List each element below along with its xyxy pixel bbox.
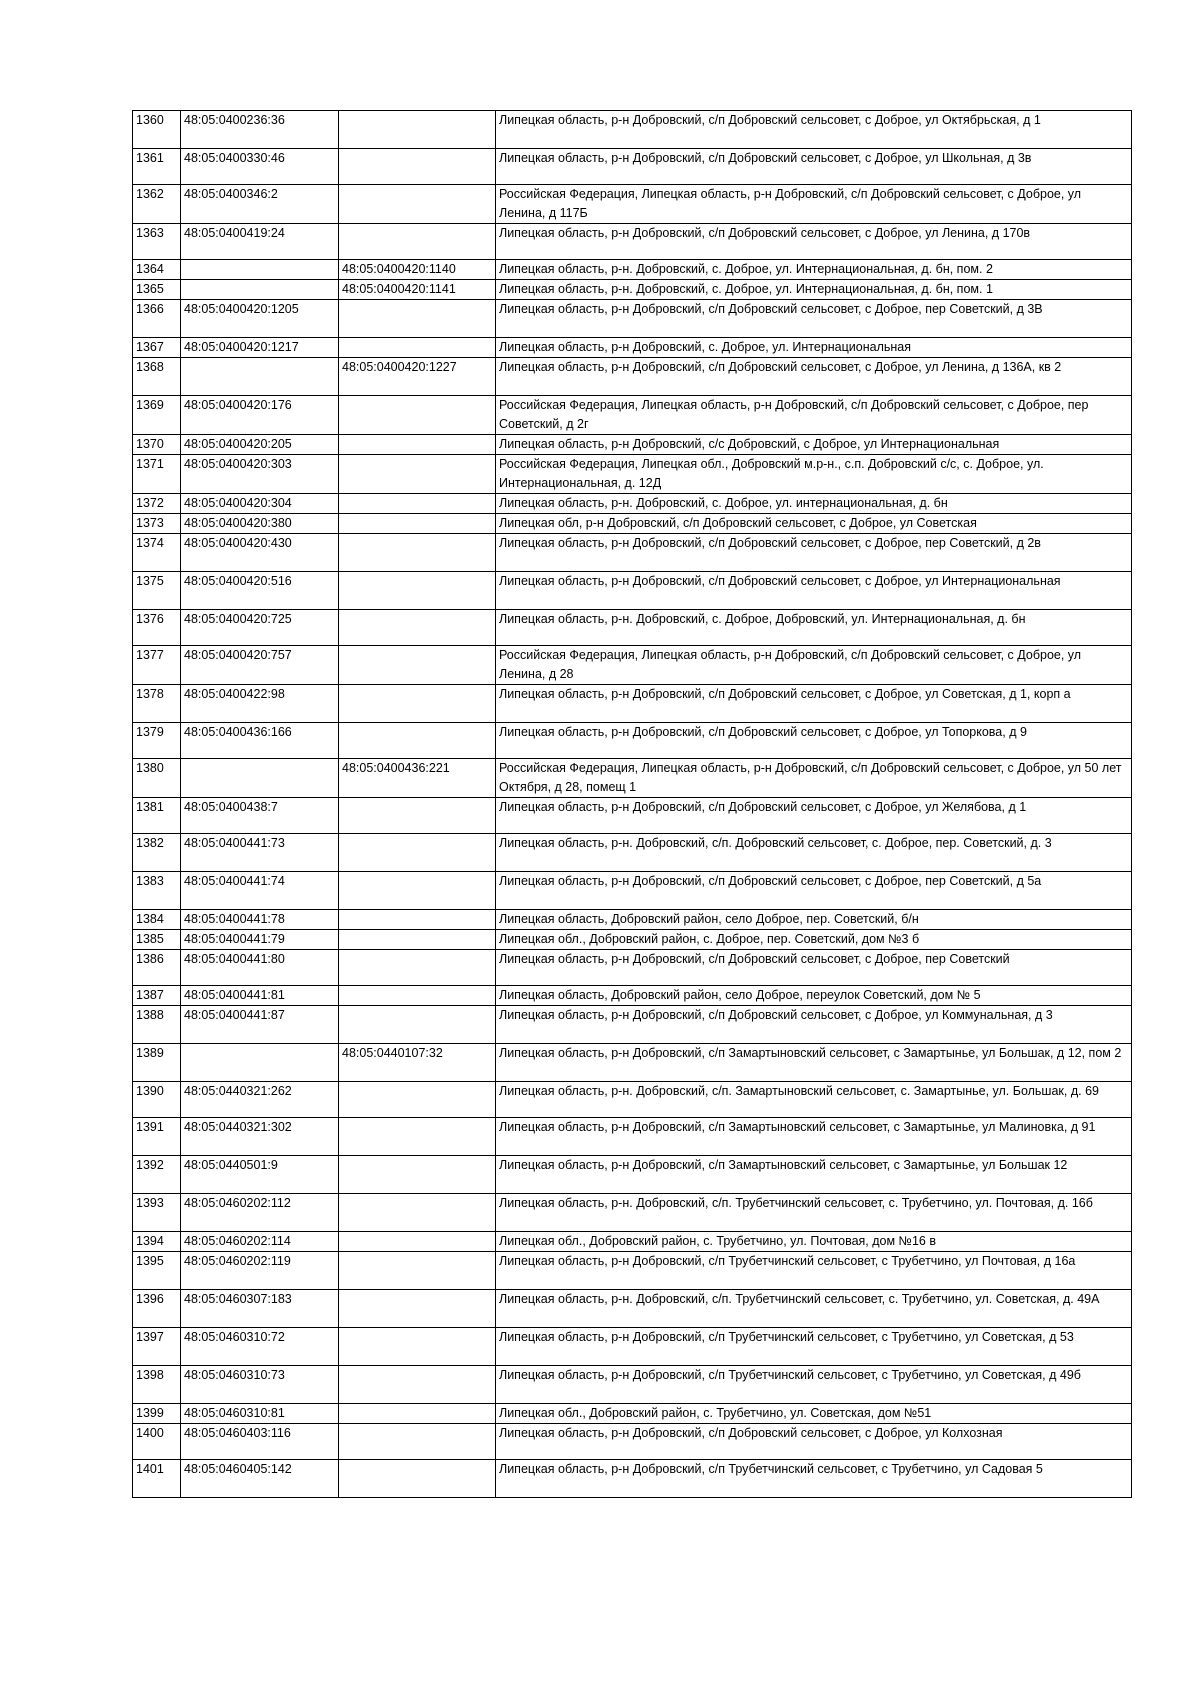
room-cadastral-number-cell: 48:05:0400420:1227 — [339, 358, 496, 396]
address-cell: Российская Федерация, Липецкая область, р-н Добровский, с/п Добровский сельсовет, с Доброе, ул Ленина, д 28 — [496, 646, 1132, 685]
table-row — [133, 1290, 1132, 1328]
room-cadastral-number-cell — [339, 455, 496, 494]
room-cadastral-number-cell — [339, 1404, 496, 1424]
room-cadastral-number-cell — [339, 950, 496, 986]
row-number-cell: 1378 — [133, 685, 181, 723]
room-cadastral-number-cell — [339, 1082, 496, 1118]
address-cell: Липецкая область, р-н Добровский, с/п Добровский сельсовет, с Доброе, ул Школьная, д 3в — [496, 149, 1132, 185]
address-cell: Липецкая область, р-н Добровский, с/п Добровский сельсовет, с Доброе, ул Октябрьская, д 1 — [496, 111, 1132, 149]
cadastral-number-cell: 48:05:0400420:1205 — [181, 300, 339, 338]
table-row — [133, 260, 1132, 280]
address-cell: Российская Федерация, Липецкая область, р-н Добровский, с/п Добровский сельсовет, с Доброе, ул Ленина, д 117Б — [496, 185, 1132, 224]
table-row — [133, 1156, 1132, 1194]
table-row — [133, 1424, 1132, 1460]
cadastral-number-cell: 48:05:0400420:176 — [181, 396, 339, 435]
table-row — [133, 950, 1132, 986]
cadastral-number-cell — [181, 1044, 339, 1082]
table-body — [133, 111, 1132, 1498]
room-cadastral-number-cell — [339, 111, 496, 149]
table-row — [133, 300, 1132, 338]
row-number-cell: 1360 — [133, 111, 181, 149]
address-cell: Липецкая область, Добровский район, село Доброе, переулок Советский, дом № 5 — [496, 986, 1132, 1006]
room-cadastral-number-cell: 48:05:0400420:1141 — [339, 280, 496, 300]
room-cadastral-number-cell — [339, 610, 496, 646]
address-cell: Липецкая область, р-н Добровский, с/п Добровский сельсовет, с Доброе, ул Коммунальная, д 3 — [496, 1006, 1132, 1044]
cadastral-number-cell — [181, 358, 339, 396]
row-number-cell: 1380 — [133, 759, 181, 798]
table-row — [133, 1194, 1132, 1232]
row-number-cell: 1399 — [133, 1404, 181, 1424]
address-cell: Липецкая область, р-н Добровский, с/п Трубетчинский сельсовет, с Трубетчино, ул Советская, д 53 — [496, 1328, 1132, 1366]
cadastral-number-cell: 48:05:0400420:430 — [181, 534, 339, 572]
table-row — [133, 435, 1132, 455]
row-number-cell: 1362 — [133, 185, 181, 224]
room-cadastral-number-cell: 48:05:0400420:1140 — [339, 260, 496, 280]
row-number-cell: 1365 — [133, 280, 181, 300]
table-row — [133, 149, 1132, 185]
room-cadastral-number-cell — [339, 1252, 496, 1290]
table-row — [133, 872, 1132, 910]
room-cadastral-number-cell: 48:05:0400436:221 — [339, 759, 496, 798]
cadastral-number-cell — [181, 280, 339, 300]
room-cadastral-number-cell — [339, 685, 496, 723]
address-cell: Липецкая область, Добровский район, село Доброе, пер. Советский, б/н — [496, 910, 1132, 930]
room-cadastral-number-cell: 48:05:0440107:32 — [339, 1044, 496, 1082]
cadastral-number-cell: 48:05:0400419:24 — [181, 224, 339, 260]
room-cadastral-number-cell — [339, 494, 496, 514]
address-cell: Липецкая область, р-н Добровский, с/п Добровский сельсовет, с Доброе, ул Ленина, д 136А, кв 2 — [496, 358, 1132, 396]
row-number-cell: 1400 — [133, 1424, 181, 1460]
address-cell: Липецкая область, р-н. Добровский, с. Доброе, Добровский, ул. Интернациональная, д. бн — [496, 610, 1132, 646]
row-number-cell: 1384 — [133, 910, 181, 930]
cadastral-number-cell: 48:05:0400441:79 — [181, 930, 339, 950]
room-cadastral-number-cell — [339, 1328, 496, 1366]
address-cell: Липецкая область, р-н. Добровский, с. Доброе, ул. Интернациональная, д. бн, пом. 2 — [496, 260, 1132, 280]
address-cell: Российская Федерация, Липецкая область, р-н Добровский, с/п Добровский сельсовет, с Доброе, пер Советский, д 2г — [496, 396, 1132, 435]
row-number-cell: 1396 — [133, 1290, 181, 1328]
row-number-cell: 1393 — [133, 1194, 181, 1232]
row-number-cell: 1381 — [133, 798, 181, 834]
row-number-cell: 1394 — [133, 1232, 181, 1252]
address-cell: Липецкая область, р-н. Добровский, с/п. Добровский сельсовет, с. Доброе, пер. Советский, д. 3 — [496, 834, 1132, 872]
cadastral-number-cell: 48:05:0400346:2 — [181, 185, 339, 224]
row-number-cell: 1395 — [133, 1252, 181, 1290]
cadastral-number-cell: 48:05:0460310:73 — [181, 1366, 339, 1404]
address-cell: Липецкая область, р-н Добровский, с/п Добровский сельсовет, с Доброе, пер Советский, д 5а — [496, 872, 1132, 910]
row-number-cell: 1398 — [133, 1366, 181, 1404]
cadastral-number-cell: 48:05:0460202:119 — [181, 1252, 339, 1290]
cadastral-number-cell: 48:05:0400420:1217 — [181, 338, 339, 358]
address-cell: Липецкая область, р-н Добровский, с/п Трубетчинский сельсовет, с Трубетчино, ул Садовая 5 — [496, 1460, 1132, 1498]
table-row — [133, 1404, 1132, 1424]
document-page — [132, 110, 1131, 1498]
row-number-cell: 1367 — [133, 338, 181, 358]
table-row — [133, 224, 1132, 260]
table-row — [133, 798, 1132, 834]
cadastral-number-cell: 48:05:0400436:166 — [181, 723, 339, 759]
cadastral-number-cell: 48:05:0400420:516 — [181, 572, 339, 610]
address-cell: Липецкая область, р-н Добровский, с/с Добровский, с Доброе, ул Интернациональная — [496, 435, 1132, 455]
cadastral-number-cell: 48:05:0400420:304 — [181, 494, 339, 514]
address-cell: Липецкая область, р-н Добровский, с/п Замартыновский сельсовет, с Замартынье, ул Большак, д 12, пом 2 — [496, 1044, 1132, 1082]
cadastral-number-cell: 48:05:0400420:205 — [181, 435, 339, 455]
row-number-cell: 1376 — [133, 610, 181, 646]
row-number-cell: 1382 — [133, 834, 181, 872]
table-row — [133, 455, 1132, 494]
table-row — [133, 723, 1132, 759]
table-row — [133, 930, 1132, 950]
room-cadastral-number-cell — [339, 1290, 496, 1328]
room-cadastral-number-cell — [339, 185, 496, 224]
room-cadastral-number-cell — [339, 1424, 496, 1460]
address-cell: Липецкая область, р-н Добровский, с/п Добровский сельсовет, с Доброе, ул Ленина, д 170в — [496, 224, 1132, 260]
row-number-cell: 1366 — [133, 300, 181, 338]
row-number-cell: 1397 — [133, 1328, 181, 1366]
table-row — [133, 834, 1132, 872]
address-cell: Липецкая область, р-н Добровский, с/п Замартыновский сельсовет, с Замартынье, ул Малиновка, д 91 — [496, 1118, 1132, 1156]
room-cadastral-number-cell — [339, 300, 496, 338]
room-cadastral-number-cell — [339, 1232, 496, 1252]
address-cell: Российская Федерация, Липецкая область, р-н Добровский, с/п Добровский сельсовет, с Доброе, ул 50 лет Октября, д 28, помещ 1 — [496, 759, 1132, 798]
cadastral-number-cell: 48:05:0400441:80 — [181, 950, 339, 986]
table-row — [133, 685, 1132, 723]
cadastral-number-cell: 48:05:0460202:112 — [181, 1194, 339, 1232]
room-cadastral-number-cell — [339, 149, 496, 185]
table-row — [133, 1366, 1132, 1404]
table-row — [133, 759, 1132, 798]
cadastral-number-cell: 48:05:0400420:303 — [181, 455, 339, 494]
row-number-cell: 1383 — [133, 872, 181, 910]
row-number-cell: 1371 — [133, 455, 181, 494]
cadastral-number-cell: 48:05:0400420:757 — [181, 646, 339, 685]
row-number-cell: 1387 — [133, 986, 181, 1006]
cadastral-number-cell: 48:05:0400420:380 — [181, 514, 339, 534]
room-cadastral-number-cell — [339, 646, 496, 685]
row-number-cell: 1369 — [133, 396, 181, 435]
table-row — [133, 534, 1132, 572]
row-number-cell: 1361 — [133, 149, 181, 185]
cadastral-number-cell: 48:05:0440501:9 — [181, 1156, 339, 1194]
table-row — [133, 185, 1132, 224]
table-row — [133, 280, 1132, 300]
table-row — [133, 1232, 1132, 1252]
row-number-cell: 1386 — [133, 950, 181, 986]
table-row — [133, 514, 1132, 534]
table-row — [133, 1328, 1132, 1366]
cadastral-number-cell: 48:05:0400441:87 — [181, 1006, 339, 1044]
room-cadastral-number-cell — [339, 834, 496, 872]
address-cell: Липецкая область, р-н. Добровский, с/п. Замартыновский сельсовет, с. Замартынье, ул. Большак, д. 69 — [496, 1082, 1132, 1118]
property-table — [132, 110, 1132, 1498]
cadastral-number-cell: 48:05:0400441:78 — [181, 910, 339, 930]
cadastral-number-cell: 48:05:0400330:46 — [181, 149, 339, 185]
address-cell: Липецкая область, р-н. Добровский, с. Доброе, ул. интернациональная, д. бн — [496, 494, 1132, 514]
cadastral-number-cell: 48:05:0400236:36 — [181, 111, 339, 149]
cadastral-number-cell: 48:05:0440321:302 — [181, 1118, 339, 1156]
table-row — [133, 1460, 1132, 1498]
cadastral-number-cell: 48:05:0400438:7 — [181, 798, 339, 834]
room-cadastral-number-cell — [339, 514, 496, 534]
address-cell: Липецкая область, р-н. Добровский, с/п. Трубетчинский сельсовет, с. Трубетчино, ул. Почтовая, д. 16б — [496, 1194, 1132, 1232]
address-cell: Липецкая область, р-н. Добровский, с/п. Трубетчинский сельсовет, с. Трубетчино, ул. Советская, д. 49А — [496, 1290, 1132, 1328]
address-cell: Липецкая область, р-н Добровский, с/п Добровский сельсовет, с Доброе, пер Советский, д 2в — [496, 534, 1132, 572]
row-number-cell: 1392 — [133, 1156, 181, 1194]
address-cell: Липецкая область, р-н Добровский, с/п Трубетчинский сельсовет, с Трубетчино, ул Советская, д 49б — [496, 1366, 1132, 1404]
row-number-cell: 1372 — [133, 494, 181, 514]
address-cell: Липецкая область, р-н. Добровский, с. Доброе, ул. Интернациональная, д. бн, пом. 1 — [496, 280, 1132, 300]
cadastral-number-cell: 48:05:0400441:73 — [181, 834, 339, 872]
table-row — [133, 1044, 1132, 1082]
row-number-cell: 1389 — [133, 1044, 181, 1082]
cadastral-number-cell: 48:05:0400441:81 — [181, 986, 339, 1006]
cadastral-number-cell: 48:05:0460405:142 — [181, 1460, 339, 1498]
room-cadastral-number-cell — [339, 910, 496, 930]
row-number-cell: 1363 — [133, 224, 181, 260]
table-row — [133, 646, 1132, 685]
row-number-cell: 1385 — [133, 930, 181, 950]
table-row — [133, 986, 1132, 1006]
address-cell: Липецкая область, р-н Добровский, с/п Добровский сельсовет, с Доброе, ул Колхозная — [496, 1424, 1132, 1460]
table-row — [133, 111, 1132, 149]
cadastral-number-cell: 48:05:0400420:725 — [181, 610, 339, 646]
cadastral-number-cell: 48:05:0460310:72 — [181, 1328, 339, 1366]
address-cell: Липецкая область, р-н Добровский, с. Доброе, ул. Интернациональная — [496, 338, 1132, 358]
address-cell: Липецкая обл., Добровский район, с. Трубетчино, ул. Почтовая, дом №16 в — [496, 1232, 1132, 1252]
address-cell: Липецкая область, р-н Добровский, с/п Добровский сельсовет, с Доброе, пер Советский, д 3В — [496, 300, 1132, 338]
room-cadastral-number-cell — [339, 930, 496, 950]
address-cell: Липецкая обл., Добровский район, с. Доброе, пер. Советский, дом №3 б — [496, 930, 1132, 950]
address-cell: Липецкая область, р-н Добровский, с/п Замартыновский сельсовет, с Замартынье, ул Большак 12 — [496, 1156, 1132, 1194]
room-cadastral-number-cell — [339, 572, 496, 610]
row-number-cell: 1370 — [133, 435, 181, 455]
room-cadastral-number-cell — [339, 534, 496, 572]
address-cell: Липецкая обл., Добровский район, с. Трубетчино, ул. Советская, дом №51 — [496, 1404, 1132, 1424]
cadastral-number-cell: 48:05:0460202:114 — [181, 1232, 339, 1252]
address-cell: Липецкая область, р-н Добровский, с/п Добровский сельсовет, с Доброе, ул Желябова, д 1 — [496, 798, 1132, 834]
room-cadastral-number-cell — [339, 338, 496, 358]
address-cell: Липецкая область, р-н Добровский, с/п Трубетчинский сельсовет, с Трубетчино, ул Почтовая, д 16а — [496, 1252, 1132, 1290]
table-row — [133, 358, 1132, 396]
row-number-cell: 1377 — [133, 646, 181, 685]
address-cell: Липецкая область, р-н Добровский, с/п Добровский сельсовет, с Доброе, ул Советская, д 1, корп а — [496, 685, 1132, 723]
address-cell: Липецкая область, р-н Добровский, с/п Добровский сельсовет, с Доброе, пер Советский — [496, 950, 1132, 986]
row-number-cell: 1373 — [133, 514, 181, 534]
row-number-cell: 1401 — [133, 1460, 181, 1498]
room-cadastral-number-cell — [339, 798, 496, 834]
room-cadastral-number-cell — [339, 986, 496, 1006]
address-cell: Липецкая область, р-н Добровский, с/п Добровский сельсовет, с Доброе, ул Интернациональная — [496, 572, 1132, 610]
room-cadastral-number-cell — [339, 435, 496, 455]
cadastral-number-cell: 48:05:0460403:116 — [181, 1424, 339, 1460]
room-cadastral-number-cell — [339, 1156, 496, 1194]
room-cadastral-number-cell — [339, 1118, 496, 1156]
table-row — [133, 338, 1132, 358]
table-row — [133, 610, 1132, 646]
row-number-cell: 1375 — [133, 572, 181, 610]
room-cadastral-number-cell — [339, 1460, 496, 1498]
room-cadastral-number-cell — [339, 1366, 496, 1404]
cadastral-number-cell: 48:05:0400441:74 — [181, 872, 339, 910]
table-row — [133, 1082, 1132, 1118]
table-row — [133, 910, 1132, 930]
address-cell: Липецкая область, р-н Добровский, с/п Добровский сельсовет, с Доброе, ул Топоркова, д 9 — [496, 723, 1132, 759]
room-cadastral-number-cell — [339, 872, 496, 910]
row-number-cell: 1390 — [133, 1082, 181, 1118]
row-number-cell: 1379 — [133, 723, 181, 759]
room-cadastral-number-cell — [339, 723, 496, 759]
table-row — [133, 572, 1132, 610]
table-row — [133, 1118, 1132, 1156]
cadastral-number-cell — [181, 260, 339, 280]
table-row — [133, 396, 1132, 435]
cadastral-number-cell — [181, 759, 339, 798]
row-number-cell: 1391 — [133, 1118, 181, 1156]
cadastral-number-cell: 48:05:0440321:262 — [181, 1082, 339, 1118]
row-number-cell: 1388 — [133, 1006, 181, 1044]
table-row — [133, 494, 1132, 514]
address-cell: Российская Федерация, Липецкая обл., Добровский м.р-н., с.п. Добровский с/с, с. Доброе, ул. Интернациональная, д. 12Д — [496, 455, 1132, 494]
room-cadastral-number-cell — [339, 1194, 496, 1232]
table-row — [133, 1252, 1132, 1290]
cadastral-number-cell: 48:05:0400422:98 — [181, 685, 339, 723]
row-number-cell: 1374 — [133, 534, 181, 572]
room-cadastral-number-cell — [339, 396, 496, 435]
address-cell: Липецкая обл, р-н Добровский, с/п Добровский сельсовет, с Доброе, ул Советская — [496, 514, 1132, 534]
room-cadastral-number-cell — [339, 224, 496, 260]
row-number-cell: 1368 — [133, 358, 181, 396]
cadastral-number-cell: 48:05:0460310:81 — [181, 1404, 339, 1424]
table-row — [133, 1006, 1132, 1044]
cadastral-number-cell: 48:05:0460307:183 — [181, 1290, 339, 1328]
row-number-cell: 1364 — [133, 260, 181, 280]
room-cadastral-number-cell — [339, 1006, 496, 1044]
